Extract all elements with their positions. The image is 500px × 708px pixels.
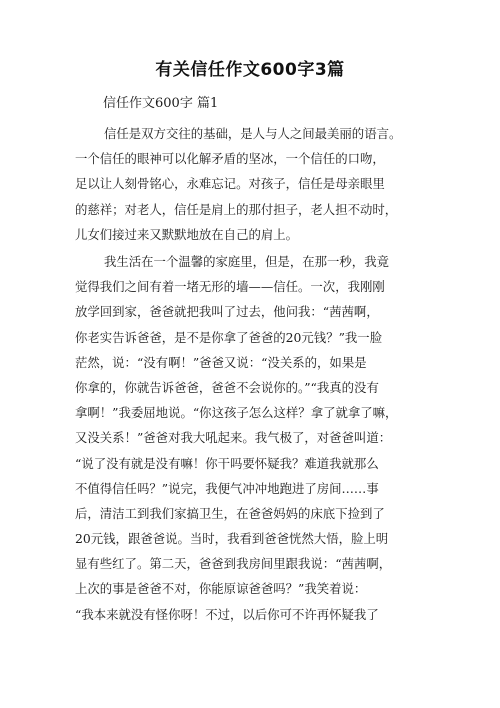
paragraph-line: 信任是双方交往的基础，是人与人之间最美丽的语言。 xyxy=(104,126,402,141)
paragraph-line: 拿啊！”我委屈地说。“你这孩子怎么这样？拿了就拿了嘛， xyxy=(75,405,398,421)
paragraph-line: 显有些红了。第二天，爸爸到我房间里跟我说：“茜茜啊， xyxy=(75,556,392,572)
paragraph-line: 不值得信任吗？”说完，我便气冲冲地跑进了房间……事 xyxy=(75,480,379,496)
paragraph-line: 茫然，说：“没有啊！”爸爸又说：“没关系的，如果是 xyxy=(75,354,367,370)
paragraph-line: 20元钱，跟爸爸说。当时，我看到爸爸恍然大悟，脸上明 xyxy=(75,531,389,547)
paragraph-2 xyxy=(75,249,435,627)
document-title: 有关信任作文600字3篇 xyxy=(155,60,345,80)
paragraph-line: 的慈祥；对老人，信任是肩上的那付担子，老人担不动时， xyxy=(75,201,398,217)
paragraph-line: 后，清洁工到我们家搞卫生，在爸爸妈妈的床底下捡到了 xyxy=(75,505,385,521)
paragraph-line: 上次的事是爸爸不对，你能原谅爸爸吗？”我笑着说： xyxy=(75,581,367,597)
section-heading: 信任作文600字 篇1 xyxy=(103,96,219,111)
paragraph-line: 你老实告诉爸爸，是不是你拿了爸爸的20元钱？”我一脸 xyxy=(75,329,383,345)
paragraph-line: 你拿的，你就告诉爸爸，爸爸不会说你的。”“我真的没有 xyxy=(75,379,379,395)
paragraph-line: 我生活在一个温馨的家庭里，但是，在那一秒，我竟 xyxy=(104,254,389,269)
paragraph-line: 觉得我们之间有着一堵无形的墙——信任。一次，我刚刚 xyxy=(75,279,385,295)
paragraph-line: 又没关系！”爸爸对我大吼起来。我气极了，对爸爸叫道： xyxy=(75,430,392,446)
paragraph-line: 儿女们接过来又默默地放在自己的肩上。 xyxy=(75,226,299,242)
paragraph-line: “说了没有就是没有嘛！你干吗要怀疑我？难道我就那么 xyxy=(75,455,379,471)
paragraph-line: “我本来就没有怪你呀！不过，以后你可不许再怀疑我了 xyxy=(75,606,379,622)
paragraph-line: 一个信任的眼神可以化解矛盾的坚冰，一个信任的口吻， xyxy=(75,151,385,167)
paragraph-line: 放学回到家，爸爸就把我叫了过去，他问我：“茜茜啊， xyxy=(75,304,379,320)
paragraph-1 xyxy=(75,121,435,247)
paragraph-line: 足以让人刻骨铭心，永难忘记。对孩子，信任是母亲眼里 xyxy=(75,176,385,192)
